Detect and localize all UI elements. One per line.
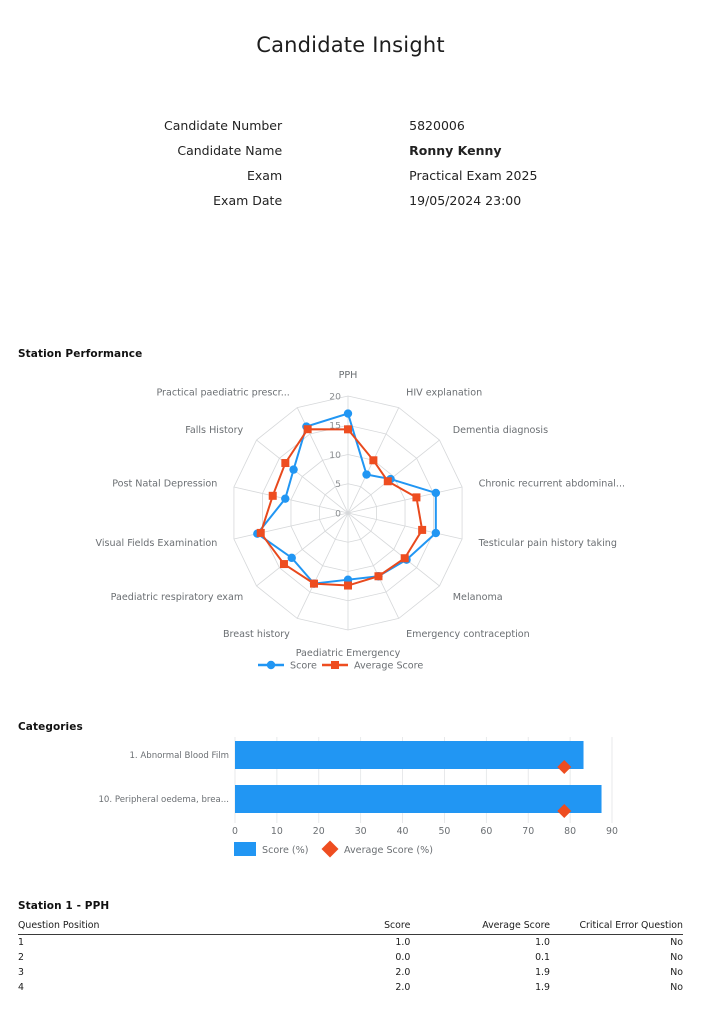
table-cell: No — [670, 937, 683, 948]
categories-heading: Categories — [18, 721, 83, 733]
radar-point-average — [257, 529, 265, 537]
legend-marker-score — [267, 661, 275, 669]
bar-axis-tick-label: 10 — [270, 826, 283, 837]
table-cell: 2.0 — [395, 967, 411, 978]
legend-marker-average — [331, 661, 339, 669]
table-row — [18, 950, 683, 965]
radar-point-average — [384, 477, 392, 485]
table-header-row — [18, 918, 683, 935]
radar-point-average — [401, 554, 409, 562]
station-question-table — [18, 918, 683, 995]
radar-category-label: Post Natal Depression — [112, 478, 218, 490]
radar-category-label: Falls History — [185, 424, 244, 436]
legend-label-score: Score — [290, 660, 317, 672]
meta-label: Exam Date — [213, 193, 283, 208]
table-row — [18, 935, 683, 951]
radar-tick-label: 20 — [329, 391, 341, 403]
bar-legend-swatch-score — [234, 842, 256, 856]
table-cell: 0.1 — [535, 952, 550, 963]
table-cell: 2.0 — [395, 982, 411, 993]
bar-axis-tick-label: 50 — [438, 826, 451, 837]
radar-svg — [0, 370, 701, 680]
meta-label: Candidate Number — [164, 118, 283, 133]
meta-value: Practical Exam 2025 — [409, 168, 538, 183]
station-performance-heading: Station Performance — [18, 348, 143, 360]
meta-value: Ronny Kenny — [409, 143, 502, 158]
bar-axis-tick-label: 40 — [396, 826, 409, 837]
radar-point-score — [281, 494, 289, 502]
radar-category-label: Paediatric Emergency — [295, 648, 401, 659]
legend-label-average: Average Score — [354, 660, 424, 672]
station-table-heading: Station 1 - PPH — [18, 900, 110, 912]
table-cell: 0.0 — [395, 952, 411, 963]
radar-point-score — [288, 554, 296, 562]
radar-tick-label: 0 — [335, 508, 341, 520]
table-row — [18, 965, 683, 980]
radar-tick-label: 15 — [329, 420, 341, 432]
header-score: Score — [297, 918, 410, 935]
radar-tick-label: 5 — [335, 479, 341, 491]
radar-spoke — [348, 513, 399, 618]
meta-row — [0, 163, 701, 188]
bar-category-label: 10. Peripheral oedema, brea... — [98, 795, 229, 805]
candidate-meta-table — [0, 113, 701, 213]
header-critical-error-question: Critical Error Question — [550, 918, 683, 935]
radar-category-label: PPH — [338, 370, 358, 381]
radar-point-average — [374, 572, 382, 580]
header-average-score: Average Score — [410, 918, 550, 935]
station-performance-radar-chart — [0, 370, 701, 680]
radar-point-average — [369, 456, 377, 464]
bar-rect — [235, 785, 602, 813]
radar-category-label: Breast history — [222, 629, 290, 641]
bar-axis-tick-label: 70 — [522, 826, 535, 837]
radar-point-score — [362, 470, 370, 478]
page-title: Candidate Insight — [256, 33, 445, 57]
radar-category-label: HIV explanation — [406, 387, 483, 399]
table-cell: No — [670, 982, 683, 993]
table-cell: 1.0 — [395, 937, 411, 948]
radar-category-label: Practical paediatric prescr... — [156, 387, 290, 399]
table-cell: 1.9 — [535, 982, 550, 993]
radar-point-average — [281, 459, 289, 467]
meta-value: 19/05/2024 23:00 — [409, 193, 522, 208]
bar-legend-label-score: Score (%) — [262, 845, 309, 856]
bar-category-label: 1. Abnormal Blood Film — [129, 751, 229, 761]
meta-row — [0, 113, 701, 138]
bar-axis-tick-label: 0 — [232, 826, 238, 837]
meta-label: Exam — [247, 168, 283, 183]
table-cell: No — [670, 952, 683, 963]
meta-label: Candidate Name — [177, 143, 283, 158]
table-cell: 1.9 — [535, 967, 550, 978]
radar-point-score — [344, 409, 352, 417]
radar-point-score — [289, 465, 297, 473]
radar-point-average — [418, 526, 426, 534]
radar-point-score — [432, 489, 440, 497]
bar-axis-tick-label: 20 — [312, 826, 325, 837]
categories-bar-chart — [0, 735, 701, 860]
table-cell: 2 — [18, 952, 24, 963]
radar-point-average — [304, 425, 312, 433]
radar-category-label: Testicular pain history taking — [478, 538, 617, 550]
radar-tick-label: 10 — [329, 449, 341, 461]
radar-point-average — [269, 492, 277, 500]
radar-category-label: Chronic recurrent abdominal... — [478, 478, 626, 490]
bar-svg — [0, 735, 701, 860]
table-cell: 4 — [18, 982, 24, 993]
table-row — [18, 980, 683, 995]
header-question-position: Question Position — [18, 918, 297, 935]
bar-axis-tick-label: 60 — [480, 826, 493, 837]
meta-row — [0, 138, 701, 163]
radar-point-score — [432, 529, 440, 537]
radar-point-average — [344, 425, 352, 433]
radar-point-average — [280, 560, 288, 568]
radar-category-label: Dementia diagnosis — [452, 424, 549, 436]
bar-legend-swatch-average — [322, 841, 339, 858]
radar-category-label: Paediatric respiratory exam — [110, 591, 244, 603]
bar-legend-label-average: Average Score (%) — [344, 845, 433, 856]
radar-category-label: Melanoma — [452, 591, 503, 603]
table-cell: 3 — [18, 967, 24, 978]
bar-axis-tick-label: 80 — [564, 826, 577, 837]
table-cell: 1.0 — [535, 937, 550, 948]
radar-point-average — [412, 493, 420, 501]
table-cell: No — [670, 967, 683, 978]
radar-spoke — [297, 513, 348, 618]
radar-point-average — [310, 580, 318, 588]
meta-row — [0, 188, 701, 213]
radar-category-label: Visual Fields Examination — [95, 538, 218, 550]
radar-category-label: Emergency contraception — [406, 629, 530, 641]
bar-axis-tick-label: 30 — [354, 826, 367, 837]
radar-point-average — [344, 582, 352, 590]
meta-value: 5820006 — [409, 118, 465, 133]
bar-rect — [235, 741, 584, 769]
bar-axis-tick-label: 90 — [606, 826, 618, 837]
table-cell: 1 — [18, 937, 24, 948]
